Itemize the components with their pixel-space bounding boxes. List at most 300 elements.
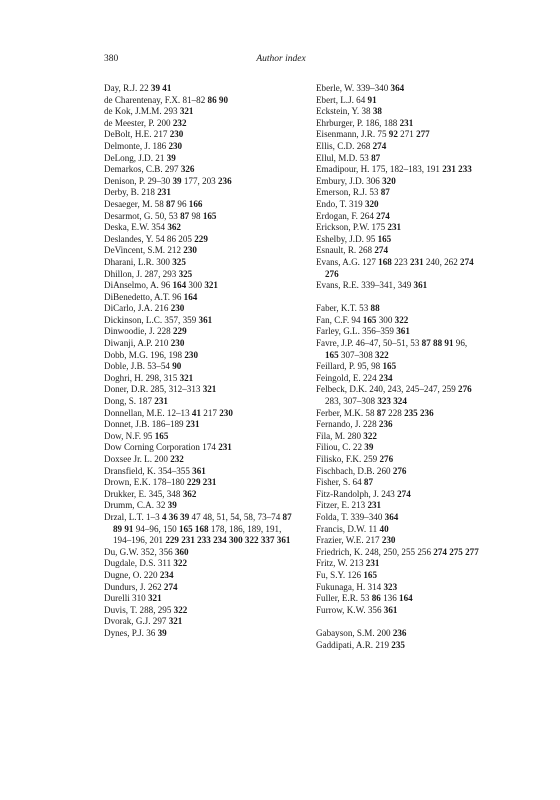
author-name: Filiou, C. [316,442,351,453]
reference-page-bold: 165 [202,210,217,221]
reference-page-bold: 234 [213,535,227,546]
index-entry [104,408,300,420]
reference-page-bold: 165 [382,361,397,372]
citation-page: 213 [351,500,366,511]
citation-page: 283, [325,396,341,407]
index-entry [104,419,300,431]
citation-page: 96 [177,198,187,209]
citation-page: 310 [132,593,146,604]
reference-page-bold: 361 [276,535,291,546]
index-entry [316,187,476,199]
citation-page: 53–54 [147,361,170,372]
reference-page-bold: 165 [154,430,169,441]
citation-page: 53 [369,187,379,198]
citation-page: 345, [148,488,165,499]
citation-page: 11 [368,523,378,534]
citation-page: 191, [265,523,282,534]
reference-page-bold: 361 [198,314,213,325]
citation-page: 243, [387,384,404,395]
citation-page: 58 [365,407,375,418]
citation-page: 224 [363,372,377,383]
author-name: Furrow, K.W. [316,604,366,615]
reference-page-bold: 324 [393,396,407,407]
citation-page: 259 [363,454,378,464]
citation-page: 319 [349,198,363,209]
reference-page-bold: 231 [154,396,168,407]
reference-page-bold: 232 [170,454,184,464]
reference-page-bold: 41 [191,407,202,418]
index-entry [104,303,300,315]
citation-page: 213 [349,558,364,569]
author-name: Desaeger, M. [104,198,153,209]
index-entry [104,593,300,605]
author-name: Durelli [104,593,130,604]
author-name: Gabayson, S.M. [316,627,375,638]
reference-page-bold: 230 [183,245,197,256]
index-entry [316,546,479,559]
author-name: Dow, N.F. [104,430,142,441]
index-entry [104,176,300,188]
index-entry [104,373,300,385]
author-name: Erickson, P.W. [316,222,370,233]
citation-page: 186, [365,117,382,128]
page-header [104,54,458,68]
reference-page-bold: 88 [370,303,380,314]
author-name: Eisenmann, J.R. [316,129,376,140]
index-entry [104,616,300,628]
reference-page-bold: 90 [218,94,228,105]
reference-page-bold: 274 [163,581,178,592]
citation-page: 177, [183,175,200,186]
citation-page: 348 [166,488,181,499]
index-entry [316,326,476,338]
reference-page-bold: 231 [365,558,380,569]
reference-page-bold: 326 [180,164,195,175]
reference-page-bold: 231 [218,442,232,453]
citation-page: 127 [362,256,376,267]
citation-page: 196, [150,349,167,360]
index-entry [104,234,300,246]
author-name: Day, R.J. [104,83,138,93]
citation-page: 53 [410,338,420,349]
citation-page: 175 [371,222,386,233]
reference-page-bold: 39 [157,627,167,638]
author-name: Fernando, J. [316,419,361,430]
index-entry [104,570,300,582]
citation-page: 21 [155,152,165,163]
citation-page: 95 [143,430,153,441]
author-name: de Meester, P. [104,117,155,128]
index-entry [104,338,300,350]
index-entry [316,640,476,652]
index-entry [104,466,300,478]
citation-page: 259 [442,384,456,395]
author-name: Fan, C.F. [316,314,350,325]
author-name: DiBenedetto, A.T. [104,291,170,302]
citation-page: 223 [394,256,408,267]
citation-page: 262 [444,256,458,267]
citation-page: 178–180 [152,477,185,488]
reference-page-bold: 229 [186,477,201,488]
citation-page: 191 [426,164,440,175]
reference-page-bold: 274 [433,546,447,557]
index-entry [316,512,476,524]
index-entry [316,338,476,361]
index-entry [316,384,476,407]
reference-page-bold: 87 [282,511,292,522]
author-name: Dow Corning Corporation [104,442,200,453]
index-entry [316,431,476,443]
citation-page: 205 [178,233,192,244]
author-name: Deska, E.W. [104,222,150,233]
author-name: Fitzer, E. [316,500,350,511]
citation-page: 307–308 [340,349,373,360]
index-entry [104,153,300,165]
reference-page-bold: 274 [460,256,474,267]
reference-page-bold: 275 [449,546,463,557]
reference-page-bold: 230 [169,129,184,140]
reference-page-bold: 231 [410,256,424,267]
citation-page: 98 [371,361,381,372]
citation-page: 219 [375,639,390,650]
reference-page-bold: 164 [399,593,413,604]
author-name: Du, G.W. [104,546,139,557]
index-entry [316,164,476,176]
citation-page: 356 [367,604,382,615]
index-entry [104,361,300,373]
citation-page: 29–30 [147,175,171,186]
author-name: Emadipour, H. [316,164,370,175]
index-entry [104,582,300,594]
author-name: Drumm, C.A. [104,500,155,511]
citation-page: 354–355 [158,465,190,476]
reference-page-bold: 231 [442,164,456,175]
author-name: Donnet, J.B. [104,419,150,430]
reference-page-bold: 323 [377,396,391,407]
reference-page-bold: 164 [172,280,187,291]
reference-page-bold: 38 [372,106,382,117]
author-name: Doxsee Jr. L. [104,454,152,464]
index-entry [104,257,300,269]
author-name: DeLong, J.D. [104,152,153,163]
author-name: Dvorak, G.J. [104,616,151,627]
author-name: Dickinson, L.C. [104,314,163,325]
author-name: Fischbach, D.B. [316,465,375,476]
citation-page: 339–340 [350,511,383,522]
index-entry [316,408,476,420]
citation-page: 287, [144,268,161,279]
citation-page: 307–308 [343,396,376,407]
reference-page-bold: 39 [180,511,190,522]
reference-page-bold: 39 [167,500,177,511]
author-name: Feillard, P. [316,361,356,372]
citation-page: 339–340 [356,83,389,93]
index-entry [104,605,300,617]
author-name: Drukker, E. [104,488,147,499]
index-entry [316,118,476,130]
index-column-left [104,83,300,640]
citation-page: 189, [247,523,264,534]
citation-page: 312–313 [168,384,201,395]
reference-page-bold: 276 [392,465,407,476]
citation-page: 314 [367,581,382,592]
citation-page: 243 [381,488,395,499]
author-name: Emerson, R.J. [316,187,368,198]
reference-page-bold: 362 [167,222,181,233]
citation-page: 194–196, [113,535,148,546]
citation-page: 300 [378,314,393,325]
reference-page-bold: 236 [378,419,393,430]
citation-page: 198 [168,349,183,360]
author-name: Fukunaga, H. [316,581,366,592]
reference-page-bold: 39 [364,442,374,453]
index-entry [104,512,300,547]
index-entry [316,570,476,582]
index-entry [104,384,300,396]
author-name: Eckstein, Y. [316,106,360,117]
citation-page: 203 [202,175,216,186]
citation-page: 228 [363,419,377,430]
citation-page: 352, [140,546,157,557]
author-name: Dransfield, K. [104,465,156,476]
citation-page: 359 [182,314,197,325]
author-name: de Charentenay, F.X. [104,94,181,105]
citation-page: 50, [155,210,167,221]
citation-page: 240, [425,256,442,267]
index-entry [316,628,476,640]
citation-page: 280 [347,430,361,441]
reference-page-bold: 361 [192,465,206,476]
index-entry [316,477,476,489]
reference-page-bold: 233 [458,164,472,175]
reference-page-bold: 87 [421,338,431,349]
author-name: Delmonte, J. [104,140,151,151]
author-name: Drown, E.K. [104,477,151,488]
reference-page-bold: 321 [168,616,183,627]
reference-page-bold: 164 [183,291,198,302]
reference-page-bold: 36 [168,511,178,522]
reference-page-bold: 322 [394,314,409,325]
reference-page-bold: 4 [161,511,167,522]
citation-page: 271 [400,129,414,140]
reference-page-bold: 168 [378,256,392,267]
citation-page: 218 [141,187,155,198]
citation-page: 300 [188,280,203,291]
index-entry [316,280,476,292]
citation-page: 73–74 [257,511,281,522]
reference-page-bold: 236 [420,407,434,418]
author-name: Dong, S. [104,396,137,407]
index-entry [316,454,476,466]
reference-page-bold: 325 [178,268,193,279]
citation-page: 95 [366,233,376,244]
author-name: Folda, T. [316,511,349,522]
citation-page: 217 [365,535,380,546]
author-name: Fila, M. [316,430,346,441]
author-name: Demarkos, C.B. [104,164,163,175]
citation-page: 64 [356,94,366,105]
citation-page: 136 [383,593,397,604]
author-name: Dhillon, J. [104,268,143,279]
index-entry [104,269,300,281]
citation-page: 53 [168,210,178,221]
citation-page: 240, [369,384,386,395]
reference-page-bold: 39 [150,83,161,93]
index-column-right [316,83,479,651]
reference-page-bold: 231 [157,187,171,198]
reference-page-bold: 361 [413,280,428,291]
index-entry [316,419,476,431]
author-name: Favre, J.P. [316,338,354,349]
reference-page-bold: 231 [181,535,195,546]
citation-page: 356–359 [362,326,394,337]
citation-page: 98 [191,210,201,221]
author-name: Desarmot, G. [104,210,153,221]
reference-page-bold: 274 [374,245,389,256]
index-entry [316,106,476,118]
reference-page-bold: 230 [170,303,185,314]
reference-page-bold: 231 [399,117,414,128]
reference-page-bold: 321 [179,106,194,117]
reference-page-bold: 231 [185,419,200,430]
reference-page-bold: 320 [382,175,396,186]
reference-page-bold: 87 [371,152,381,163]
author-name: de Kok, J.M.M. [104,106,162,117]
reference-page-bold: 276 [458,384,472,395]
index-entry [316,245,476,257]
citation-page: 54 [155,233,165,244]
author-name: Denison, P. [104,175,146,186]
author-name: DeBolt, H.E. [104,129,152,140]
reference-page-bold: 165 [178,523,193,534]
reference-page-bold: 233 [197,535,211,546]
reference-page-bold: 39 [172,175,182,186]
reference-page-bold: 325 [172,256,186,267]
citation-page: 200 [154,454,168,464]
author-name: Dundurs, J. [104,581,146,592]
index-entry [104,245,300,257]
author-name: Friedrich, K. [316,546,363,557]
index-entry [104,106,300,118]
citation-page: 210 [154,338,169,349]
citation-page: 201 [149,535,164,546]
author-name: DiCarlo, J.A. [104,303,153,314]
author-name: Fuller, E.R. [316,593,359,604]
index-entry [316,83,476,95]
reference-page-bold: 277 [465,546,479,557]
index-entry [104,222,300,234]
author-name: Ferber, M.K. [316,407,364,418]
reference-page-bold: 321 [179,372,194,383]
reference-page-bold: 277 [416,129,430,140]
index-entry [104,211,300,223]
citation-page: 260 [376,465,391,476]
author-name: DeVincent, S.M. [104,245,166,256]
citation-page: 22 [352,442,362,453]
reference-page-bold: 234 [378,372,393,383]
author-name: Ehrburger, P. [316,117,364,128]
index-entry [316,558,476,570]
reference-page-bold: 231 [202,477,217,488]
author-name: Eberle, W. [316,83,355,93]
index-entry [316,524,476,536]
index-entry [104,431,300,443]
reference-page-bold: 89 [113,523,123,534]
author-name: Doble, J.B. [104,361,145,372]
reference-page-bold: 321 [147,593,162,604]
reference-page-bold: 232 [172,117,187,128]
citation-page: 300 [156,256,170,267]
reference-page-bold: 91 [367,94,377,105]
author-name: Felbeck, D.K. [316,384,368,395]
reference-page-bold: 321 [202,384,217,395]
author-name: Derby, B. [104,187,140,198]
citation-page: 212 [167,245,182,256]
author-name: Drzal, L.T. [104,511,144,522]
reference-page-bold: 235 [404,407,418,418]
author-name: Fu, S.Y. [316,569,346,580]
citation-page: 12–13 [166,407,190,418]
citation-page: 298, [145,372,162,383]
citation-page: 293 [162,268,177,279]
reference-page-bold: 165 [377,233,392,244]
index-entry [316,234,476,246]
index-entry [316,303,476,315]
author-name: Dugdale, D.S. [104,558,156,569]
reference-page-bold: 231 [367,500,382,511]
reference-page-bold: 230 [219,407,233,418]
index-entry [316,95,476,107]
reference-page-bold: 165 [325,349,339,360]
citation-page: 75 [377,129,387,140]
reference-page-bold: 322 [173,558,188,569]
author-name: Frazier, W.E. [316,535,364,546]
citation-page: 356 [159,546,173,557]
author-name: Dugne, O. [104,569,142,580]
reference-page-bold: 91 [124,523,134,534]
author-name: Dobb, M.G. [104,349,148,360]
citation-page: 354 [151,222,166,233]
citation-page: 187 [138,396,153,407]
author-name: Francis, D.W. [316,523,367,534]
index-entry [104,547,300,559]
citation-page: 295 [157,604,172,615]
index-entry [316,211,476,223]
reference-page-bold: 87 [166,198,176,209]
index-entry [104,118,300,130]
citation-page: 150 [163,523,177,534]
index-entry [104,95,300,107]
citation-page: 38 [361,106,371,117]
citation-page: 178, [210,523,227,534]
index-entry [316,315,476,327]
index-entry [316,176,476,188]
author-name: Duvis, T. [104,604,138,615]
citation-page: 306 [366,175,380,186]
author-name: Fisher, S. [316,477,351,488]
citation-page: 186–189 [151,419,184,430]
index-entry [104,280,300,292]
index-entry [316,153,476,165]
reference-page-bold: 168 [194,523,209,534]
index-entry [104,315,300,327]
index-entry [316,593,476,605]
author-name: Diwanji, A.P. [104,338,153,349]
reference-page-bold: 337 [260,535,275,546]
reference-page-bold: 92 [388,129,398,140]
citation-page: 64 [352,477,362,488]
citation-page: 94 [351,314,361,325]
